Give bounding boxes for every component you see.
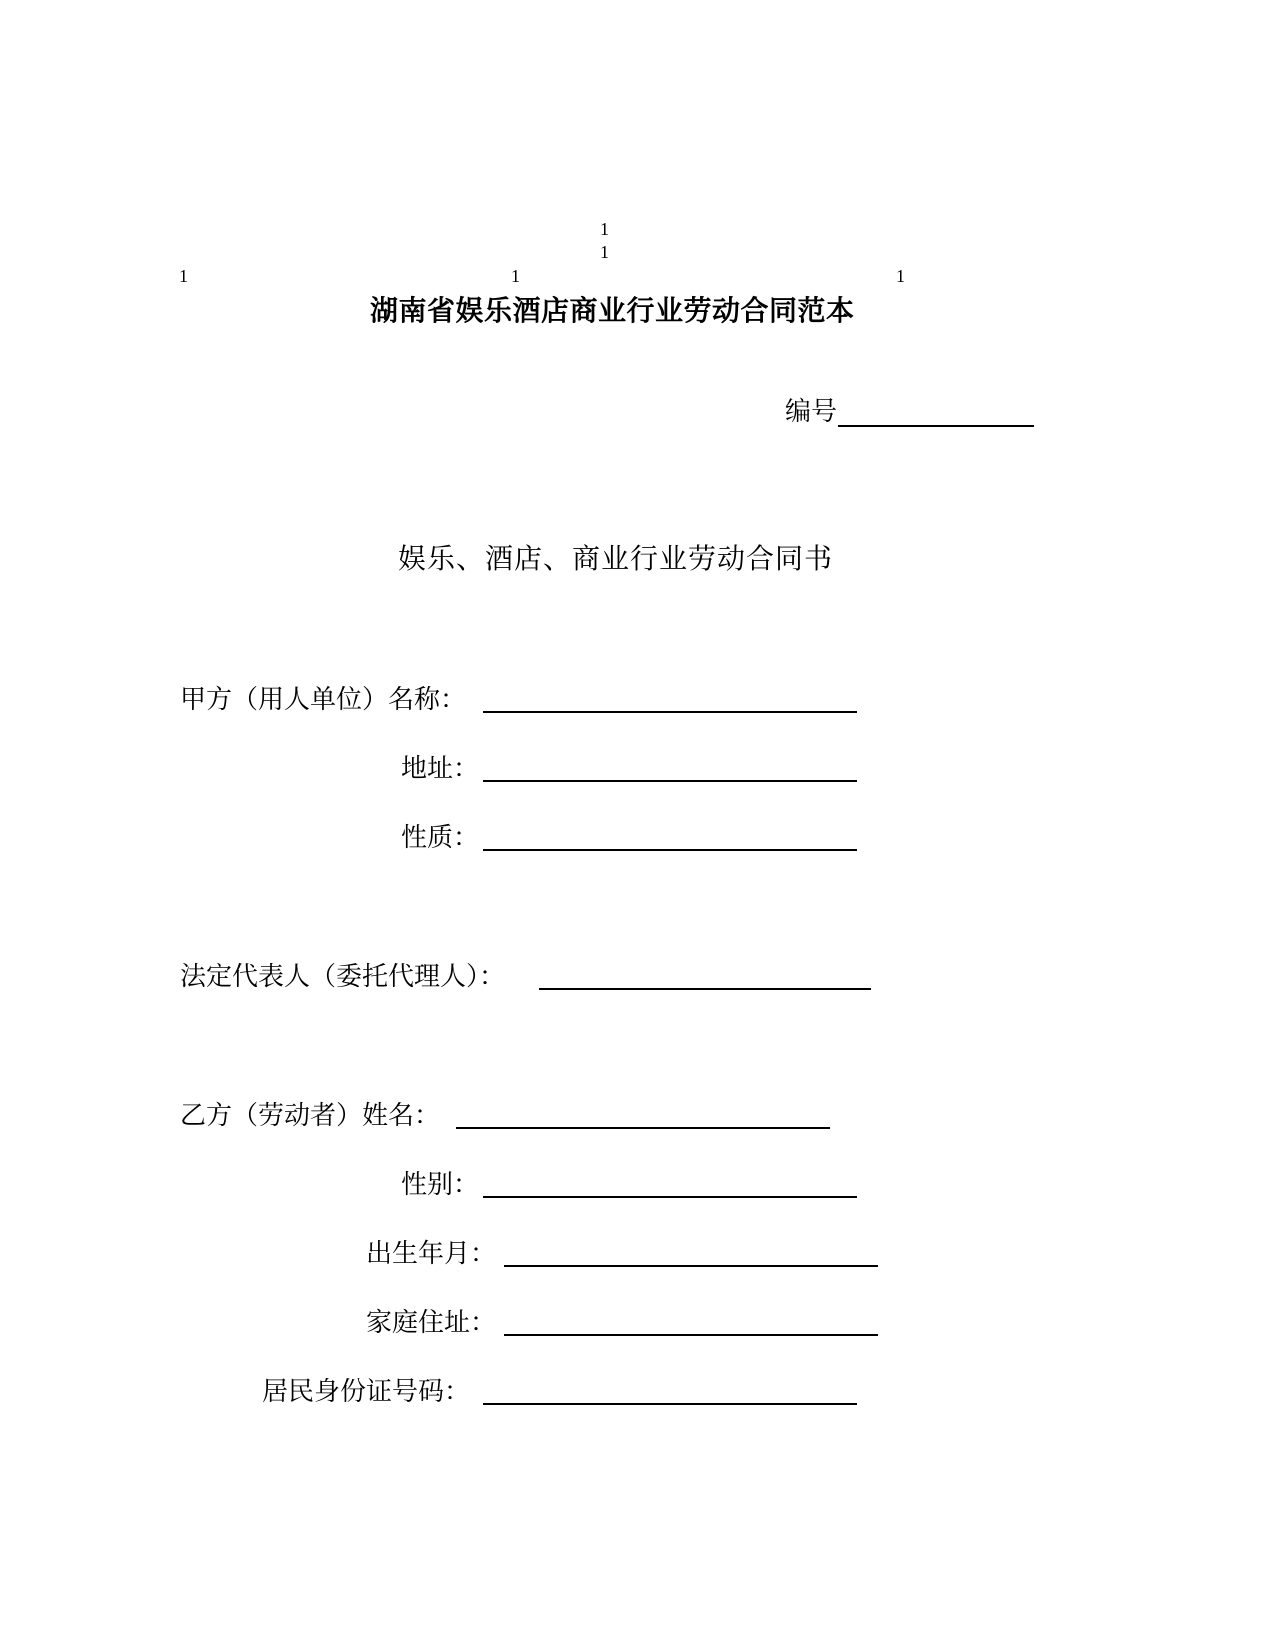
party-a-nature-label: 性质： (401, 823, 480, 853)
party-b-birth-field[interactable] (504, 1265, 878, 1267)
document-title: 湖南省娱乐酒店商业行业劳动合同范本 (370, 294, 855, 327)
party-b-birth-label: 出生年月： (366, 1239, 497, 1269)
number-field[interactable] (838, 425, 1034, 427)
party-b-id-number-label: 居民身份证号码： (262, 1377, 471, 1407)
party-a-address-field[interactable] (483, 780, 857, 782)
header-marker: 1 (600, 219, 609, 239)
representative-label: 法定代表人（委托代理人）： (180, 962, 506, 992)
header-marker: 1 (511, 266, 520, 286)
party-b-name-label: 乙方（劳动者）姓名： (180, 1101, 441, 1131)
document-subtitle: 娱乐、酒店、商业行业劳动合同书 (398, 542, 834, 575)
party-b-home-address-label: 家庭住址： (366, 1308, 497, 1338)
party-a-address-label: 地址： (401, 754, 480, 784)
party-b-name-field[interactable] (456, 1127, 830, 1129)
party-a-name-label: 甲方（用人单位）名称： (180, 685, 467, 715)
number-label: 编号 (785, 397, 838, 427)
header-marker: 1 (896, 266, 905, 286)
header-marker: 1 (600, 242, 609, 262)
header-marker: 1 (179, 266, 188, 286)
party-b-home-address-field[interactable] (504, 1334, 878, 1336)
party-b-gender-field[interactable] (483, 1196, 857, 1198)
party-b-gender-label: 性别： (401, 1170, 480, 1200)
representative-field[interactable] (539, 988, 871, 990)
party-a-nature-field[interactable] (483, 849, 857, 851)
party-b-id-number-field[interactable] (483, 1403, 857, 1405)
party-a-name-field[interactable] (483, 711, 857, 713)
